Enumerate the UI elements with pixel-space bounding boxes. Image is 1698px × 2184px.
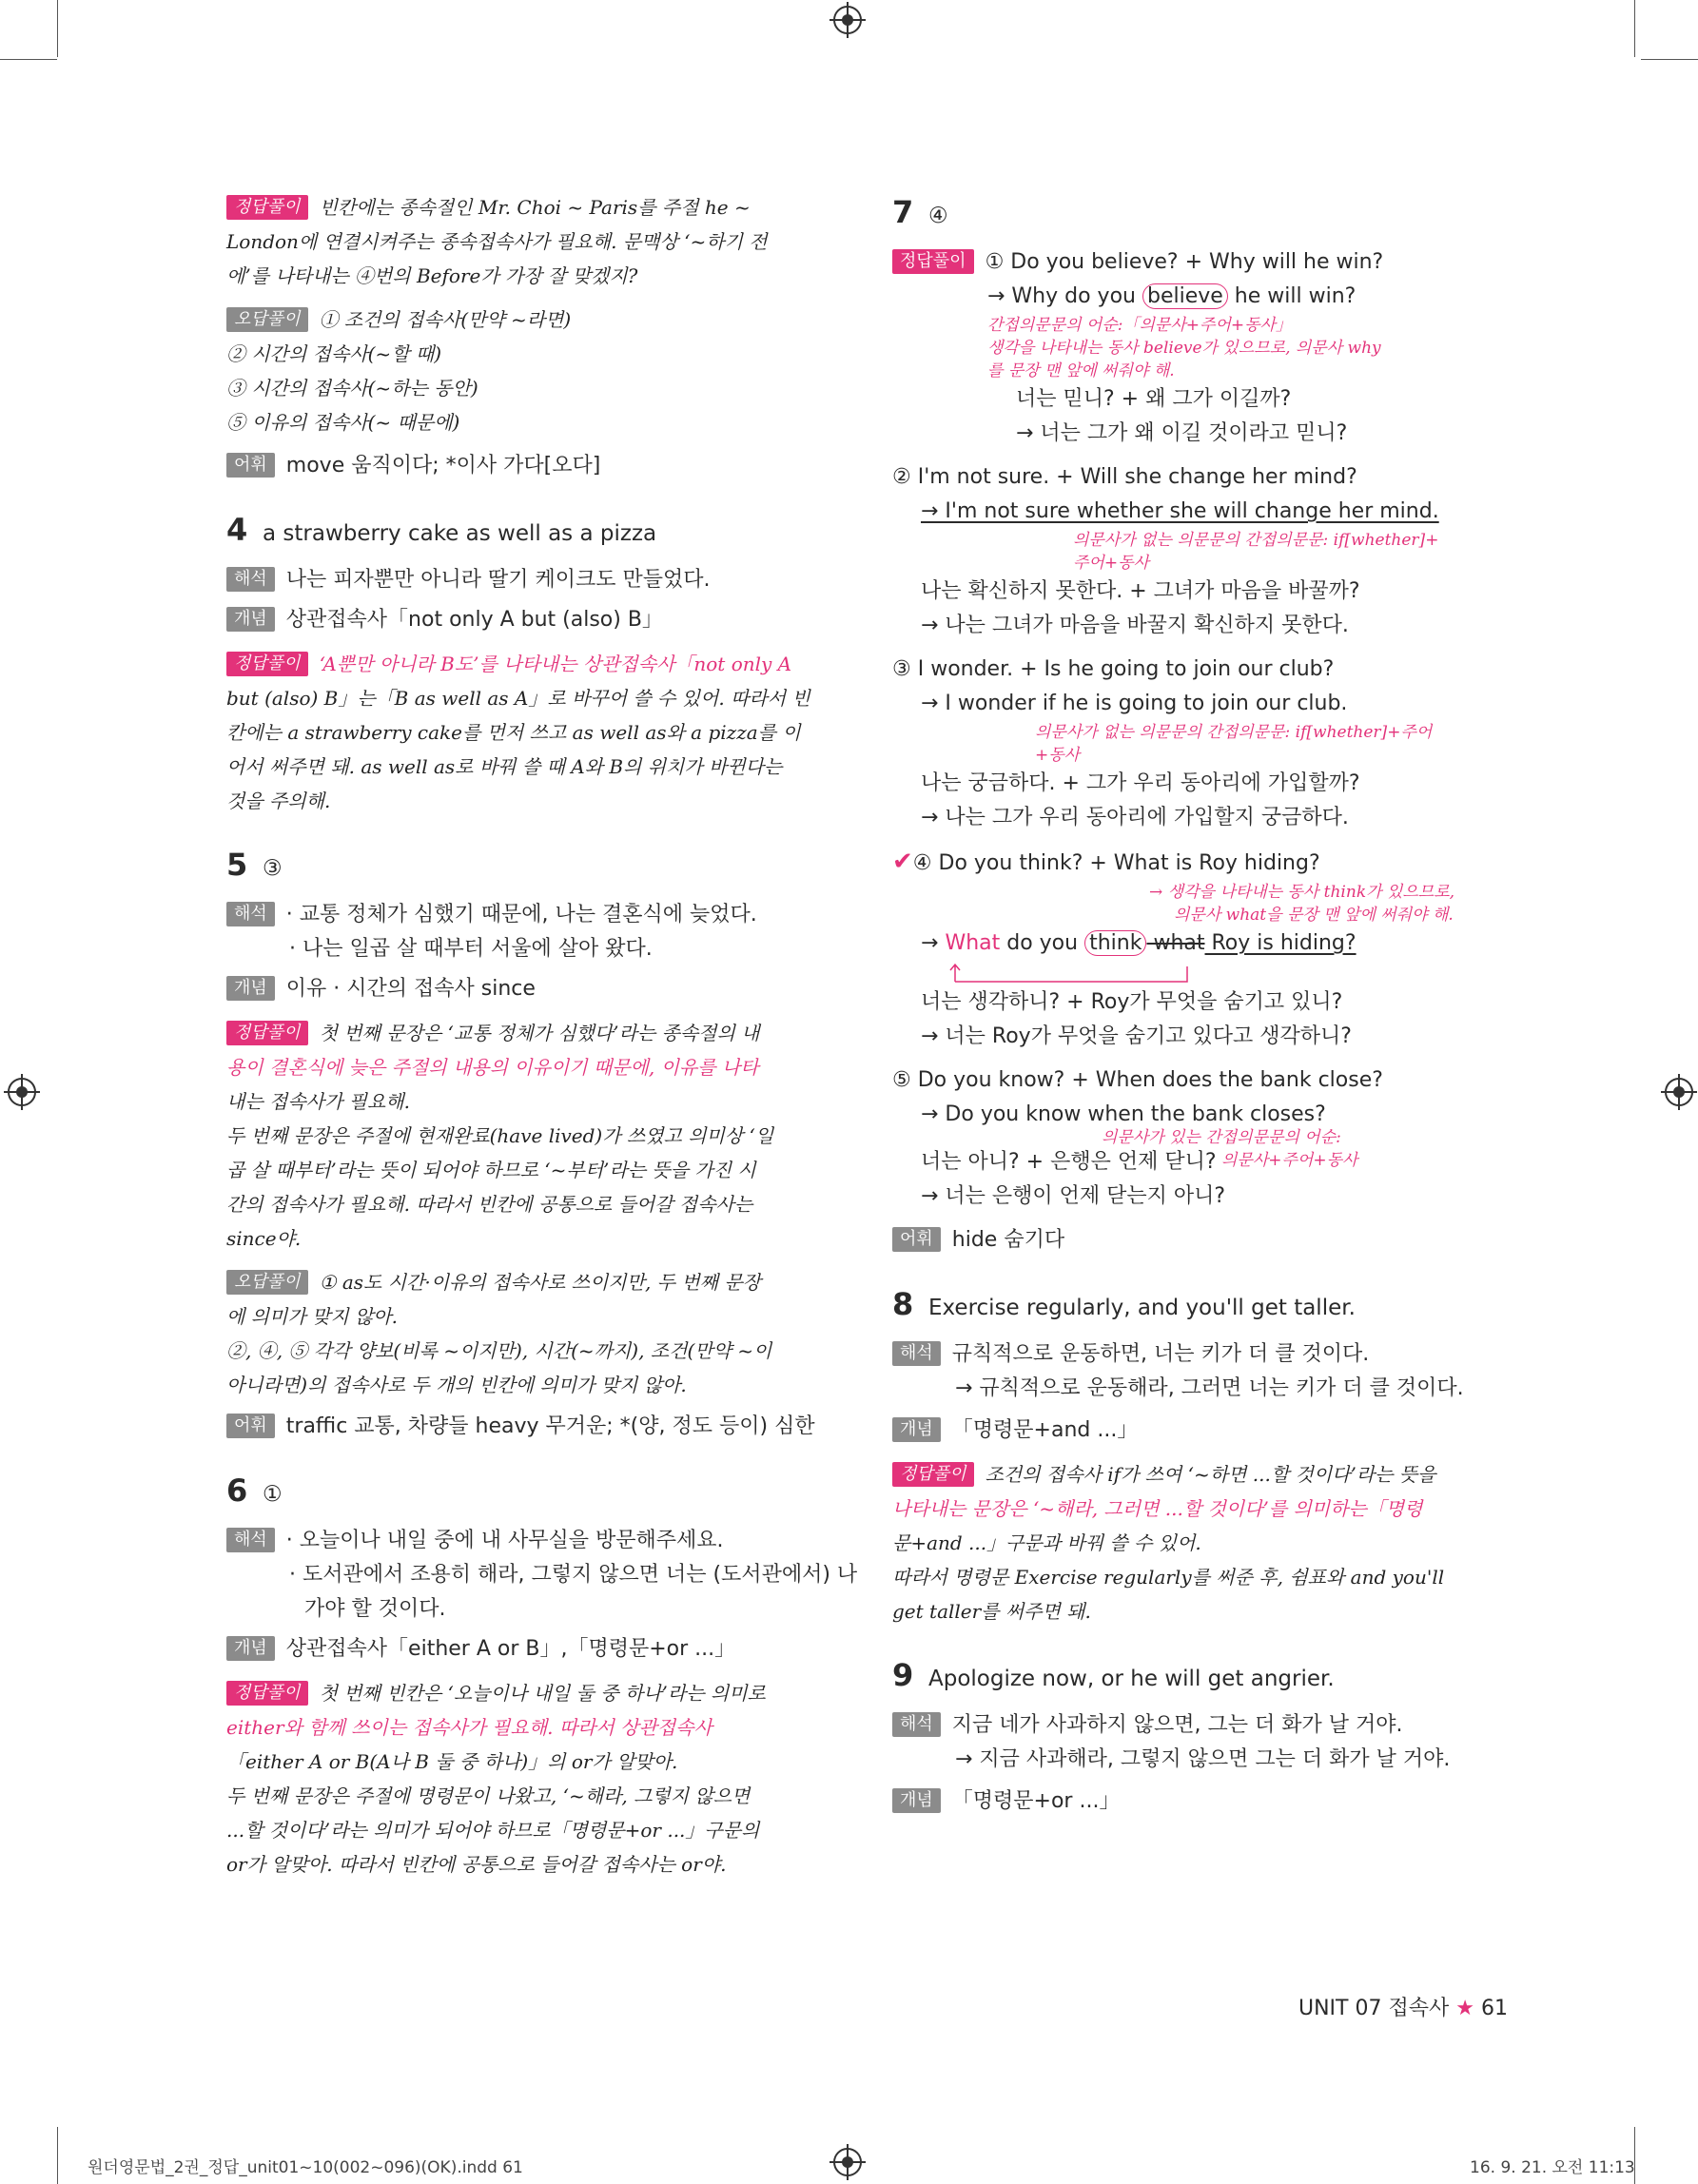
q7-note-4: → 생각을 나타내는 동사 think가 있으므로, 의문사 what을 문장 맨 앞에 써줘야 해.: [1149, 883, 1455, 925]
q5-solution: 정답풀이 첫 번째 문장은 ‘교통 정체가 심했다’라는 종속절의 내 용이 결혼식에 늦은 주절의 내용의 이유이기 때문에, 이유를 나타 내는 접속사가 필요해. 두 번째 문장은 주절에 현재완료(have lived)가 쓰였고 의미상 ‘일 곱 살 때부터’라는 뜻이 되어야 하므로 ‘~부터’라는 뜻을 가진 시 간의 접속사가 필요해. 따라서 빈칸에 공통으로 들어갈 접속사는 since야.: [226, 1022, 774, 1250]
registration-mark-icon: [833, 6, 862, 34]
q7-note-3: 의문사가 없는 의문문의 간접의문문: if[whether]+주어 +동사: [1035, 723, 1433, 765]
right-column: 7 ④ 정답풀이 ① Do you believe? + Why will he win? → Why do you believe he will win? 간접의문문의 어순:「의문사+주어+동사」 생각을 나타내는 동사 believe가 있으므로, 의문사 why 를 문장 맨 앞에 써줘야 해. 너는 믿니? + 왜 그가 이길까? → 너는 그가 왜 이길 것이라고 믿니? ② I'm not sure. + Will she change her mind? → I'm not sure whether she will change her mind. 의문사가 없는 의문문의 간접의문문: if[whether]+ 주어+동사 나는 확신하지 못한다. + 그녀가 마음을 바꿀까? → 나는 그녀가 마음을 바꿀지 확신하지 못한다. ③ I wonder. + Is he going to join our club? → I wonder if he is going to join our club. 의문사가 없는 의문문의 간접의문문: if[whether]+주어 +동사 나는 궁금하다. + 그가 우리 동아리에 가입할까? → 나는 그가 우리 동아리에 가입할지 궁금하다. ✔④ Do you think? + What is Roy hiding? → 생각을 나타내는 동사 think가 있으므로, 의문사 what을 문장 맨 앞에 써줘야 해. → What do you think what Roy is hiding? 너는 생각하니? + Roy가 무엇을 숨기고 있니? → 너는 Roy가 무엇을 숨기고 있다고 생각하니? ⑤ Do you know? + When does the bank close? → Do you know when the bank closes? 의문사가 있는 간접의문문의 어순: 의문사+주어+동사 너는 아니? + 은행은 언제 닫니? → 너는 은행이 언제 닫는지 아니? 어휘 hide 숨기다 8 Exercise regularly, and you'll get taller. 해석 규칙적으로 운동하면, 너는 키가 더 클 것이다. → 규칙적으로 운동해라, 그러면 너는 키가 더 클 것이다. 개념 「명령문+and ...」 정답풀이 조건의 접속사 if가 쓰여 ‘~하면 ...할 것이다’라는 뜻을 나타내는 문장은 ‘~해라, 그러면 ...할 것이다’를 의미하는「명령 문+and ...」구문과 바꿔 쓸 수 있어. 따라서 명령문 Exercise regularly를 써준 후, 쉼표와 and you'll get taller를 써주면 돼. 9 Apologize now, or he will get angrier. 해석 지금 네가 사과하지 않으면, 그는 더 화가 날 거야. → 지금 사과해라, 그렇지 않으면 그는 더 화가 날 거야. 개념 「명령문+or ...」: [892, 190, 1501, 1819]
print-file-name: 원더영문법_2권_정답_unit01~10(002~096)(OK).indd 61: [88, 2158, 523, 2177]
question-4-heading: 4 a strawberry cake as well as a pizza: [226, 512, 657, 548]
tag-vocab: 어휘: [226, 453, 275, 478]
q6-solution: 정답풀이 첫 번째 빈칸은 ‘오늘이나 내일 둘 중 하나’라는 의미로 either와 함께 쓰이는 접속사가 필요해. 따라서 상관접속사 「either A or B(A나 B 둘 중 하나)」의 or가 알맞아. 두 번째 문장은 주절에 명령문이 나왔고, ‘~해라, 그렇지 않으면 ...할 것이다’라는 의미가 되어야 하므로「명령문+or ...」구문의 or가 알맞아. 따라서 빈칸에 공통으로 들어갈 접속사는 or야.: [226, 1682, 766, 1876]
q4-solution: 정답풀이 ‘A뿐만 아니라 B도’를 나타내는 상관접속사「not only A but (also) B」는「B as well as A」로 바꾸어 쓸 수 있어. 따라서 빈 칸에는 a strawberry cake를 먼저 쓰고 as well as와 a pizza를 이 어서 써주면 돼. as well as로 바꿔 쓸 때 A와 B의 위치가 바뀐다는 것을 주의해.: [226, 653, 810, 812]
q5-wrong: 오답풀이 ① as도 시간·이유의 접속사로 쓰이지만, 두 번째 문장 에 의미가 맞지 않아. ②, ④, ⑤ 각각 양보(비록 ~이지만), 시간(~까지), 조건(만약 ~이 아니라면)의 접속사로 두 개의 빈칸에 의미가 맞지 않아.: [226, 1271, 772, 1396]
q8-solution: 정답풀이 조건의 접속사 if가 쓰여 ‘~하면 ...할 것이다’라는 뜻을 나타내는 문장은 ‘~해라, 그러면 ...할 것이다’를 의미하는「명령 문+and ...」구문과 바꿔 쓸 수 있어. 따라서 명령문 Exercise regularly를 써준 후, 쉼표와 and you'll get taller를 써주면 돼.: [892, 1463, 1445, 1623]
crop-mark: [57, 2127, 58, 2184]
q3-vocab: 어휘 move 움직이다; *이사 가다[오다]: [226, 449, 835, 483]
crop-mark: [1634, 0, 1635, 57]
print-timestamp: 16. 9. 21. 오전 11:13: [1470, 2158, 1635, 2177]
q3-wrong: 오답풀이 ① 조건의 접속사(만약 ~라면) ② 시간의 접속사(~할 때) ③ 시간의 접속사(~하는 동안) ⑤ 이유의 접속사(~ 때문에): [226, 308, 572, 434]
tag-wrong: 오답풀이: [226, 307, 308, 332]
q7-note-1: 간접의문문의 어순:「의문사+주어+동사」 생각을 나타내는 동사 believe가 있으므로, 의문사 why 를 문장 맨 앞에 써줘야 해.: [987, 316, 1381, 380]
left-column: 정답풀이 빈칸에는 종속절인 Mr. Choi ~ Paris를 주절 he ~ London에 연결시켜주는 종속접속사가 필요해. 문맥상 ‘~하기 전 에’를 나타내는 ④번의 Before가 가장 잘 맞겠지? 오답풀이 ① 조건의 접속사(만약 ~라면) ② 시간의 접속사(~할 때) ③ 시간의 접속사(~하는 동안) ⑤ 이유의 접속사(~ 때문에) 어휘 move 움직이다; *이사 가다[오다] 4 a strawberry cake as well as a pizza 해석 나는 피자뿐만 아니라 딸기 케이크도 만들었다. 개념 상관접속사「not only A but (also) B」 정답풀이 ‘A뿐만 아니라 B도’를 나타내는 상관접속사「not only A but (also) B」는「B as well as A」로 바꾸어 쓸 수 있어. 따라서 빈 칸에는 a strawberry cake를 먼저 쓰고 as well as와 a pizza를 이 어서 써주면 돼. as well as로 바꿔 쓸 때 A와 B의 위치가 바뀐다는 것을 주의해. 5 ③ 해석 · 교통 정체가 심했기 때문에, 나는 결혼식에 늦었다. · 나는 일곱 살 때부터 서울에 살아 왔다. 개념 이유 · 시간의 접속사 since 정답풀이 첫 번째 문장은 ‘교통 정체가 심했다’라는 종속절의 내 용이 결혼식에 늦은 주절의 내용의 이유이기 때문에, 이유를 나타 내는 접속사가 필요해. 두 번째 문장은 주절에 현재완료(have lived)가 쓰였고 의미상 ‘일 곱 살 때부터’라는 뜻이 되어야 하므로 ‘~부터’라는 뜻을 가진 시 간의 접속사가 필요해. 따라서 빈칸에 공통으로 들어갈 접속사는 since야. 오답풀이 ① as도 시간·이유의 접속사로 쓰이지만, 두 번째 문장 에 의미가 맞지 않아. ②, ④, ⑤ 각각 양보(비록 ~이지만), 시간(~까지), 조건(만약 ~이 아니라면)의 접속사로 두 개의 빈칸에 의미가 맞지 않아. 어휘 traffic 교통, 차량들 heavy 무거운; *(양, 정도 등이) 심한 6 ① 해석 · 오늘이나 내일 중에 내 사무실을 방문해주세요. · 도서관에서 조용히 해라, 그렇지 않으면 너는 (도서관에서) 나 가야 할 것이다. 개념 상관접속사「either A or B」,「명령문+or ...」 정답풀이 첫 번째 빈칸은 ‘오늘이나 내일 둘 중 하나’라는 의미로 either와 함께 쓰이는 접속사가 필요해. 따라서 상관접속사 「either A or B(A나 B 둘 중 하나)」의 or가 알맞아. 두 번째 문장은 주절에 명령문이 나왔고, ‘~해라, 그렇지 않으면 ...할 것이다’라는 의미가 되어야 하므로「명령문+or ...」구문의 or가 알맞아. 따라서 빈칸에 공통으로 들어갈 접속사는 or야.: [226, 190, 835, 1882]
tag-concept: 개념: [226, 607, 275, 632]
page-number: 61: [1480, 1997, 1508, 2020]
star-icon: ★: [1455, 1997, 1474, 2020]
q7-note-2: 의문사가 없는 의문문의 간접의문문: if[whether]+ 주어+동사: [1073, 531, 1439, 573]
question-8-heading: 8 Exercise regularly, and you'll get taller.: [892, 1286, 1356, 1322]
q3-solution: 정답풀이 빈칸에는 종속절인 Mr. Choi ~ Paris를 주절 he ~ London에 연결시켜주는 종속접속사가 필요해. 문맥상 ‘~하기 전 에’를 나타내는 ④번의 Before가 가장 잘 맞겠지?: [226, 196, 768, 287]
question-9-heading: 9 Apologize now, or he will get angrier.: [892, 1657, 1335, 1693]
tag-translation: 해석: [226, 567, 275, 592]
question-7-heading: 7 ④: [892, 194, 948, 230]
crop-mark: [57, 0, 58, 57]
unit-title: UNIT 07 접속사: [1298, 1997, 1450, 2020]
registration-mark-icon: [1665, 1078, 1693, 1106]
move-arrow-icon: [949, 961, 1197, 985]
q7-note-5: 의문사가 있는 간접의문문의 어순: 의문사+주어+동사: [1102, 1128, 1358, 1170]
check-mark-icon: ✔: [892, 848, 913, 876]
crop-mark: [0, 59, 57, 60]
question-6-heading: 6 ①: [226, 1472, 283, 1509]
question-5-heading: 5 ③: [226, 847, 283, 883]
crop-mark: [1641, 59, 1698, 60]
tag-solution: 정답풀이: [226, 195, 308, 220]
page-footer: [1298, 1992, 1508, 2021]
registration-mark-icon: [833, 2148, 862, 2176]
registration-mark-icon: [8, 1078, 36, 1106]
